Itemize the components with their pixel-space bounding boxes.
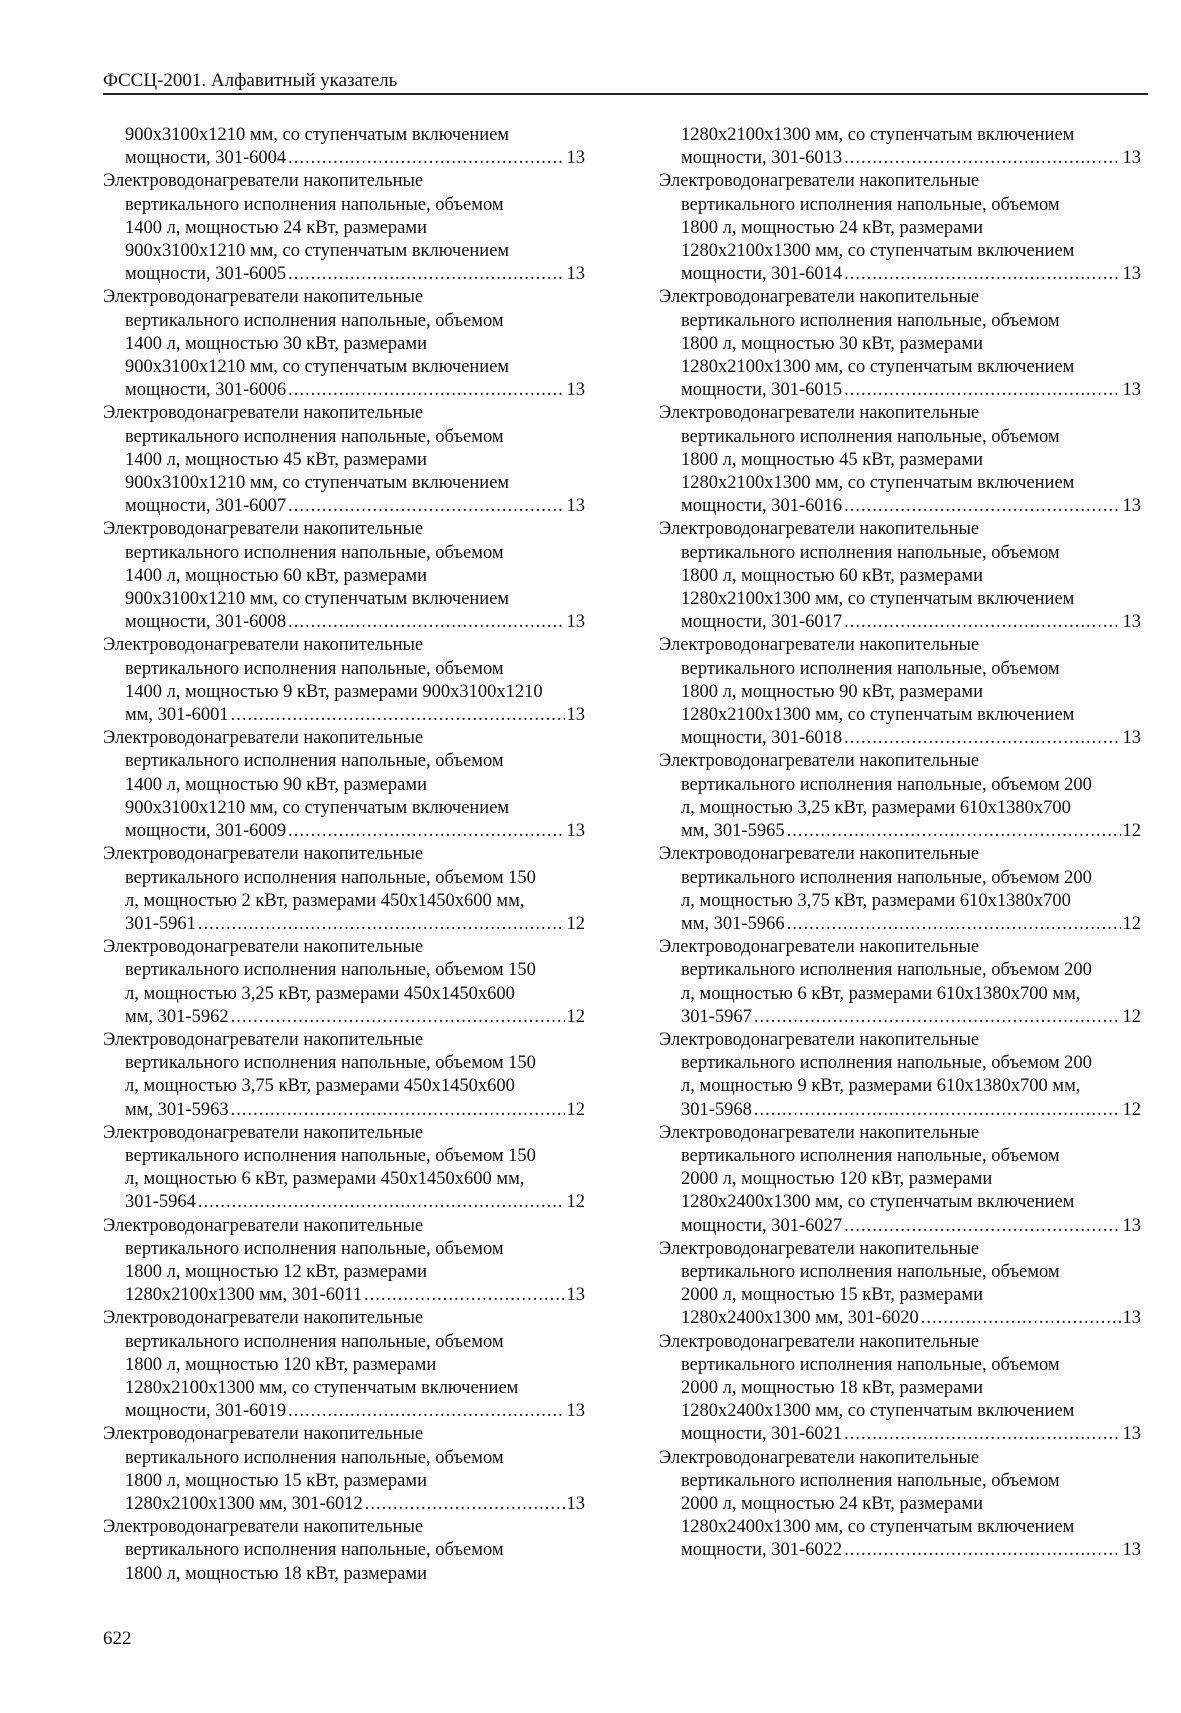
entry-line: вертикального исполнения напольные, объемом (125, 194, 504, 215)
entry-line: 1400 л, мощностью 30 кВт, размерами (125, 333, 427, 354)
entry-last-line (103, 1006, 585, 1029)
entry-heading: Электроводонагреватели накопительные (659, 1447, 980, 1468)
entry-line: 1280x2100x1300 мм, со ступенчатым включением (681, 473, 1075, 494)
entry-line: л, мощностью 2 кВт, размерами 450x1450x600 мм, (125, 890, 525, 911)
entry-code: мм, 301-6001 (125, 705, 229, 726)
entry-code: мм, 301-5966 (681, 913, 785, 934)
entry-line: 1400 л, мощностью 60 кВт, размерами (125, 565, 427, 586)
entry-page-ref: 12 (1122, 1006, 1141, 1027)
entry-line: 2000 л, мощностью 120 кВт, размерами (681, 1169, 993, 1190)
dot-leader (365, 1493, 565, 1516)
entry-line: вертикального исполнения напольные, объемом 200 (681, 1053, 1092, 1074)
entry-line: вертикального исполнения напольные, объемом 200 (681, 960, 1092, 981)
entry-line: вертикального исполнения напольные, объемом (125, 1540, 504, 1561)
entry-heading: Электроводонагреватели накопительные (103, 1517, 424, 1538)
entry-line: л, мощностью 6 кВт, размерами 610x1380x700 мм, (681, 983, 1081, 1004)
entry-code: мм, 301-5962 (125, 1006, 229, 1027)
dot-leader (288, 820, 564, 843)
dot-leader (288, 1400, 564, 1423)
entry-last-line (103, 379, 585, 402)
entry-line: 1800 л, мощностью 90 кВт, размерами (681, 681, 983, 702)
entry-line: 1400 л, мощностью 45 кВт, размерами (125, 449, 427, 470)
dot-leader (288, 147, 564, 170)
entry-line: вертикального исполнения напольные, объемом (125, 751, 504, 772)
entry-last-line (103, 263, 585, 286)
dot-leader (844, 379, 1120, 402)
dot-leader (754, 1006, 1121, 1029)
entry-page-ref: 13 (1122, 612, 1141, 633)
index-entry (659, 750, 1141, 843)
entry-last-line (659, 913, 1141, 936)
entry-page-ref: 13 (1122, 380, 1141, 401)
entry-line: 1800 л, мощностью 12 кВт, размерами (125, 1261, 427, 1282)
index-entry (659, 936, 1141, 1029)
entry-heading: Электроводонагреватели накопительные (103, 1424, 424, 1445)
entry-line: 1280x2100x1300 мм, со ступенчатым включением (681, 705, 1075, 726)
entry-line: вертикального исполнения напольные, объемом 150 (125, 867, 536, 888)
entry-last-line (103, 704, 585, 727)
entry-page-ref: 13 (566, 612, 585, 633)
index-entry (103, 1307, 585, 1423)
entry-line: 1280x2100x1300 мм, со ступенчатым включением (681, 241, 1075, 262)
entry-last-line (103, 913, 585, 936)
entry-last-line (659, 263, 1141, 286)
entry-code: мощности, 301-6006 (125, 380, 287, 401)
entry-page-ref: 13 (566, 821, 585, 842)
entry-last-line (103, 1400, 585, 1423)
entry-line: 1280x2400x1300 мм, со ступенчатым включением (681, 1401, 1075, 1422)
index-entry (103, 124, 585, 170)
index-entry (659, 1447, 1141, 1563)
entry-last-line (659, 611, 1141, 634)
entry-heading: Электроводонагреватели накопительные (103, 171, 424, 192)
entry-code: мощности, 301-6016 (681, 496, 843, 517)
index-entry (103, 1423, 585, 1516)
entry-line: л, мощностью 3,25 кВт, размерами 610x1380x700 (681, 797, 1071, 818)
dot-leader (198, 913, 565, 936)
entry-line: 1280x2100x1300 мм, со ступенчатым включением (681, 125, 1075, 145)
entry-code: 301-5968 (681, 1099, 752, 1120)
entry-heading: Электроводонагреватели накопительные (659, 751, 980, 772)
entry-line: вертикального исполнения напольные, объемом (125, 1238, 504, 1259)
entry-line: 1400 л, мощностью 90 кВт, размерами (125, 774, 427, 795)
entry-page-ref: 13 (1122, 1308, 1141, 1329)
entry-line: вертикального исполнения напольные, объемом (125, 542, 504, 563)
entry-last-line (659, 1307, 1141, 1330)
entry-page-ref: 13 (1122, 264, 1141, 285)
entry-last-line (659, 379, 1141, 402)
running-header: ФССЦ-2001. Алфавитный указатель (103, 70, 398, 91)
entry-heading: Электроводонагреватели накопительные (659, 1331, 980, 1352)
entry-last-line (103, 1191, 585, 1214)
entry-line: вертикального исполнения напольные, объемом (681, 310, 1060, 331)
dot-leader (364, 1284, 564, 1307)
entry-code: мощности, 301-6019 (125, 1401, 287, 1422)
entry-line: вертикального исполнения напольные, объемом (125, 1331, 504, 1352)
entry-code: мощности, 301-6004 (125, 148, 287, 169)
entry-line: вертикального исполнения напольные, объемом (681, 426, 1060, 447)
entry-line: 900x3100x1210 мм, со ступенчатым включением (125, 125, 510, 145)
dot-leader (787, 820, 1121, 843)
dot-leader (844, 1215, 1120, 1238)
index-entry (659, 402, 1141, 518)
dot-leader (198, 1191, 565, 1214)
entry-line: 1280x2100x1300 мм, со ступенчатым включением (681, 357, 1075, 378)
entry-line: 900x3100x1210 мм, со ступенчатым включением (125, 357, 510, 378)
entry-line: л, мощностью 3,75 кВт, размерами 610x1380x700 (681, 890, 1071, 911)
entry-line: 1280x2400x1300 мм, со ступенчатым включением (681, 1192, 1075, 1213)
entry-page-ref: 13 (566, 148, 585, 169)
entry-line: 2000 л, мощностью 18 кВт, размерами (681, 1377, 983, 1398)
entry-line: 900x3100x1210 мм, со ступенчатым включением (125, 241, 510, 262)
entry-line: 1800 л, мощностью 120 кВт, размерами (125, 1354, 437, 1375)
entry-last-line (659, 495, 1141, 518)
entry-line: вертикального исполнения напольные, объемом (681, 194, 1060, 215)
entry-line: 1800 л, мощностью 30 кВт, размерами (681, 333, 983, 354)
entry-code: мощности, 301-6018 (681, 728, 843, 749)
entry-heading: Электроводонагреватели накопительные (103, 844, 424, 865)
index-entry (103, 170, 585, 286)
entry-page-ref: 13 (566, 496, 585, 517)
entry-code: мощности, 301-6009 (125, 821, 287, 842)
entry-last-line (103, 1099, 585, 1122)
index-column-right (659, 124, 1141, 1563)
dot-leader (288, 379, 564, 402)
header-rule (103, 93, 1148, 95)
index-entry (659, 843, 1141, 936)
index-entry (103, 936, 585, 1029)
entry-heading: Электроводонагреватели накопительные (659, 287, 980, 308)
entry-heading: Электроводонагреватели накопительные (659, 937, 980, 958)
entry-heading: Электроводонагреватели накопительные (659, 171, 980, 192)
entry-last-line (659, 820, 1141, 843)
entry-page-ref: 13 (1122, 1424, 1141, 1445)
dot-leader (844, 263, 1120, 286)
entry-code: 301-5961 (125, 913, 196, 934)
entry-heading: Электроводонагреватели накопительные (103, 1029, 424, 1050)
dot-leader (288, 263, 564, 286)
index-entry (659, 1331, 1141, 1447)
dot-leader (844, 147, 1120, 170)
entry-line: вертикального исполнения напольные, объемом 150 (125, 1053, 536, 1074)
index-entry (659, 518, 1141, 634)
entry-heading: Электроводонагреватели накопительные (659, 519, 980, 540)
entry-page-ref: 13 (1122, 1540, 1141, 1561)
entry-code: 301-5964 (125, 1192, 196, 1213)
entry-page-ref: 13 (1122, 1215, 1141, 1236)
entry-line: 1800 л, мощностью 45 кВт, размерами (681, 449, 983, 470)
entry-last-line (659, 147, 1141, 170)
entry-line: вертикального исполнения напольные, объемом (125, 658, 504, 679)
index-entry (103, 286, 585, 402)
entry-line: вертикального исполнения напольные, объемом 200 (681, 867, 1092, 888)
entry-code: мощности, 301-6021 (681, 1424, 843, 1445)
index-entry (659, 1122, 1141, 1238)
entry-line: л, мощностью 6 кВт, размерами 450x1450x600 мм, (125, 1169, 525, 1190)
index-entry (103, 518, 585, 634)
entry-code: мм, 301-5963 (125, 1099, 229, 1120)
entry-code: 301-5967 (681, 1006, 752, 1027)
entry-line: вертикального исполнения напольные, объемом (681, 542, 1060, 563)
index-column-left (103, 124, 585, 1586)
entry-line: 1280x2100x1300 мм, со ступенчатым включением (681, 589, 1075, 610)
entry-line: л, мощностью 9 кВт, размерами 610x1380x700 мм, (681, 1076, 1081, 1097)
index-entry (103, 843, 585, 936)
entry-page-ref: 12 (566, 913, 585, 934)
entry-code: мощности, 301-6005 (125, 264, 287, 285)
entry-line: вертикального исполнения напольные, объемом 150 (125, 1145, 536, 1166)
index-entry (659, 1029, 1141, 1122)
entry-line: вертикального исполнения напольные, объемом (125, 426, 504, 447)
dot-leader (844, 1423, 1120, 1446)
dot-leader (921, 1307, 1121, 1330)
entry-line: 900x3100x1210 мм, со ступенчатым включением (125, 589, 510, 610)
entry-heading: Электроводонагреватели накопительные (103, 635, 424, 656)
entry-heading: Электроводонагреватели накопительные (103, 937, 424, 958)
index-entry (103, 634, 585, 727)
entry-line: вертикального исполнения напольные, объемом (125, 1447, 504, 1468)
entry-page-ref: 12 (566, 1192, 585, 1213)
entry-last-line (659, 1539, 1141, 1562)
entry-last-line (103, 495, 585, 518)
entry-page-ref: 12 (566, 1099, 585, 1120)
entry-line: 1800 л, мощностью 15 кВт, размерами (125, 1470, 427, 1491)
entry-code: мощности, 301-6027 (681, 1215, 843, 1236)
dot-leader (231, 1006, 565, 1029)
entry-code: мощности, 301-6022 (681, 1540, 843, 1561)
entry-code: мощности, 301-6008 (125, 612, 287, 633)
index-entry (103, 1029, 585, 1122)
index-entry (103, 1122, 585, 1215)
entry-heading: Электроводонагреватели накопительные (103, 287, 424, 308)
entry-line: 1280x2400x1300 мм, со ступенчатым включением (681, 1517, 1075, 1538)
index-entry (103, 1215, 585, 1308)
entry-line: 2000 л, мощностью 24 кВт, размерами (681, 1493, 983, 1514)
entry-page-ref: 12 (1122, 821, 1141, 842)
entry-heading: Электроводонагреватели накопительные (659, 1238, 980, 1259)
entry-line: вертикального исполнения напольные, объемом 150 (125, 960, 536, 981)
entry-code: мощности, 301-6007 (125, 496, 287, 517)
dot-leader (787, 913, 1121, 936)
entry-line: вертикального исполнения напольные, объемом (681, 658, 1060, 679)
entry-code: мощности, 301-6014 (681, 264, 843, 285)
entry-page-ref: 13 (566, 1401, 585, 1422)
entry-line: 1800 л, мощностью 60 кВт, размерами (681, 565, 983, 586)
entry-last-line (103, 1284, 585, 1307)
index-entry (659, 124, 1141, 170)
entry-code: мощности, 301-6015 (681, 380, 843, 401)
entry-last-line (103, 820, 585, 843)
entry-last-line (659, 1006, 1141, 1029)
dot-leader (844, 611, 1120, 634)
dot-leader (288, 611, 564, 634)
dot-leader (231, 1099, 565, 1122)
entry-last-line (659, 1423, 1141, 1446)
dot-leader (754, 1099, 1121, 1122)
index-entry (659, 1238, 1141, 1331)
entry-page-ref: 13 (1122, 728, 1141, 749)
entry-line: 900x3100x1210 мм, со ступенчатым включением (125, 797, 510, 818)
index-entry (103, 402, 585, 518)
entry-page-ref: 13 (1122, 496, 1141, 517)
page-number: 622 (103, 1628, 132, 1649)
entry-page-ref: 12 (566, 1006, 585, 1027)
entry-heading: Электроводонагреватели накопительные (103, 728, 424, 749)
entry-line: 1400 л, мощностью 9 кВт, размерами 900x3100x1210 (125, 681, 543, 702)
entry-page-ref: 13 (566, 1493, 585, 1514)
entry-line: л, мощностью 3,75 кВт, размерами 450x1450x600 (125, 1076, 515, 1097)
entry-line: вертикального исполнения напольные, объемом (125, 310, 504, 331)
dot-leader (844, 727, 1120, 750)
entry-line: вертикального исполнения напольные, объемом (681, 1354, 1060, 1375)
index-entry (659, 634, 1141, 750)
entry-heading: Электроводонагреватели накопительные (659, 844, 980, 865)
entry-page-ref: 13 (566, 264, 585, 285)
entry-line: 1280x2100x1300 мм, со ступенчатым включением (125, 1377, 519, 1398)
entry-line: 1400 л, мощностью 24 кВт, размерами (125, 217, 427, 238)
entry-page-ref: 13 (566, 705, 585, 726)
entry-heading: Электроводонагреватели накопительные (659, 1029, 980, 1050)
entry-heading: Электроводонагреватели накопительные (103, 1215, 424, 1236)
entry-last-line (659, 1099, 1141, 1122)
entry-code: мощности, 301-6017 (681, 612, 843, 633)
entry-heading: Электроводонагреватели накопительные (103, 1308, 424, 1329)
entry-line: л, мощностью 3,25 кВт, размерами 450x1450x600 (125, 983, 515, 1004)
entry-line: вертикального исполнения напольные, объемом (681, 1470, 1060, 1491)
entry-last-line (659, 1215, 1141, 1238)
entry-line: 1800 л, мощностью 24 кВт, размерами (681, 217, 983, 238)
index-entry (659, 286, 1141, 402)
entry-heading: Электроводонагреватели накопительные (103, 519, 424, 540)
entry-page-ref: 12 (1122, 913, 1141, 934)
index-entry (659, 170, 1141, 286)
entry-heading: Электроводонагреватели накопительные (103, 403, 424, 424)
index-entry (103, 1516, 585, 1586)
entry-page-ref: 12 (1122, 1099, 1141, 1120)
entry-line: 2000 л, мощностью 15 кВт, размерами (681, 1285, 983, 1306)
entry-page-ref: 13 (1122, 148, 1141, 169)
index-entry (103, 727, 585, 843)
entry-heading: Электроводонагреватели накопительные (659, 1122, 980, 1143)
entry-line: вертикального исполнения напольные, объемом (681, 1261, 1060, 1282)
entry-code: мощности, 301-6013 (681, 148, 843, 169)
entry-code: 1280x2100x1300 мм, 301-6012 (125, 1493, 363, 1514)
dot-leader (288, 495, 564, 518)
entry-last-line (659, 727, 1141, 750)
entry-heading: Электроводонагреватели накопительные (103, 1122, 424, 1143)
entry-line: 1800 л, мощностью 18 кВт, размерами (125, 1563, 427, 1584)
entry-code: мм, 301-5965 (681, 821, 785, 842)
entry-line: вертикального исполнения напольные, объемом 200 (681, 774, 1092, 795)
entry-heading: Электроводонагреватели накопительные (659, 403, 980, 424)
entry-last-line (103, 1493, 585, 1516)
entry-page-ref: 13 (566, 1285, 585, 1306)
entry-last-line (103, 611, 585, 634)
dot-leader (844, 1539, 1120, 1562)
entry-line: 900x3100x1210 мм, со ступенчатым включением (125, 473, 510, 494)
entry-code: 1280x2400x1300 мм, 301-6020 (681, 1308, 919, 1329)
dot-leader (844, 495, 1120, 518)
dot-leader (231, 704, 565, 727)
entry-last-line (103, 147, 585, 170)
entry-heading: Электроводонагреватели накопительные (659, 635, 980, 656)
entry-page-ref: 13 (566, 380, 585, 401)
entry-line: вертикального исполнения напольные, объемом (681, 1145, 1060, 1166)
entry-code: 1280x2100x1300 мм, 301-6011 (125, 1285, 363, 1306)
